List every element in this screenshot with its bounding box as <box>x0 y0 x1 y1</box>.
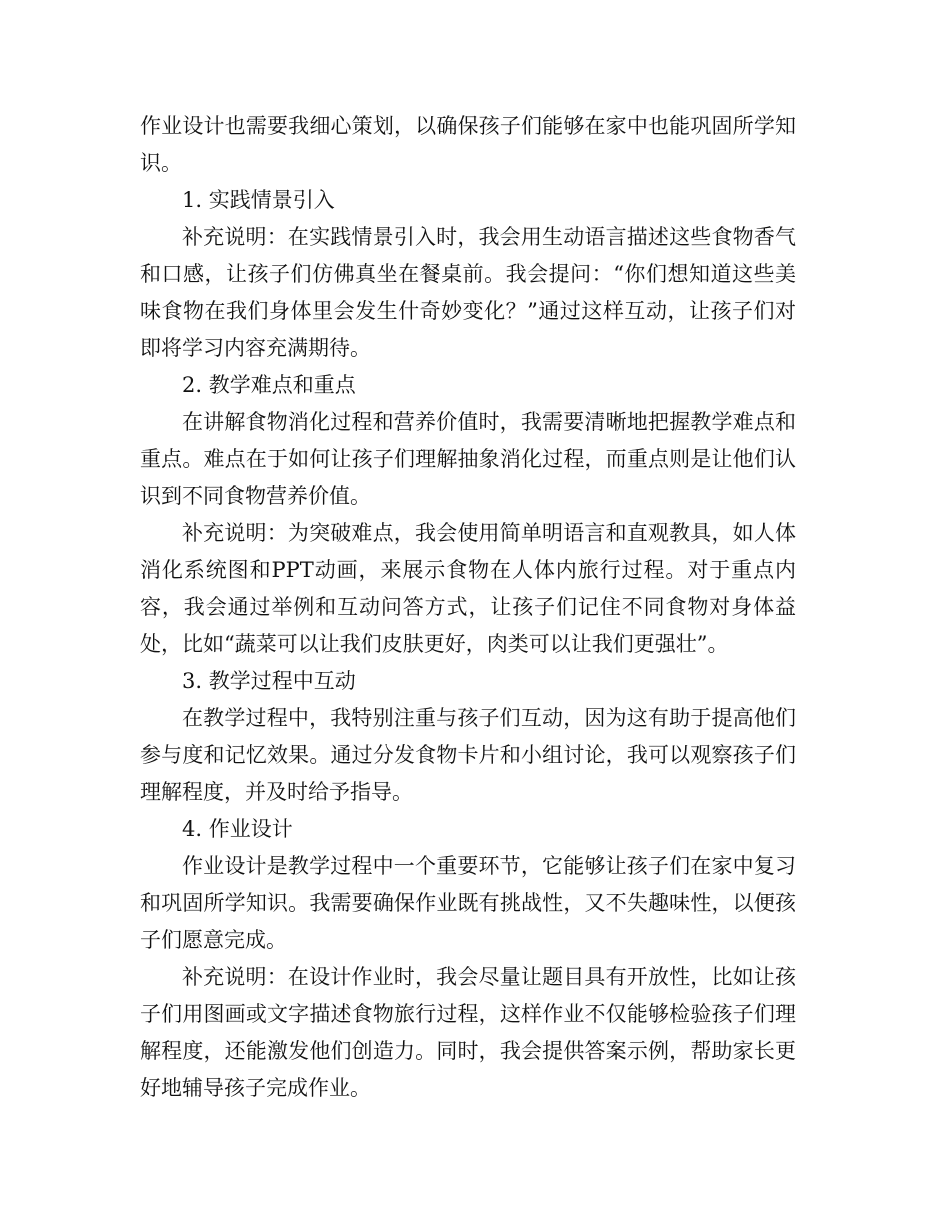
paragraph-difficulties: 在讲解食物消化过程和营养价值时，我需要清晰地把握教学难点和重点。难点在于如何让孩子们理解抽象消化过程，而重点则是让他们认识到不同食物营养价值。 <box>140 410 796 508</box>
paragraph-homework-note: 补充说明：在设计作业时，我会尽量让题目具有开放性，比如让孩子们用图画或文字描述食物旅行过程，这样作业不仅能够检验孩子们理解程度，还能激发他们创造力。同时，我会提供答案示例，帮助家长更好地辅导孩子完成作业。 <box>140 965 796 1100</box>
heading-homework: 4. 作业设计 <box>182 817 293 841</box>
heading-interaction: 3. 教学过程中互动 <box>182 669 356 693</box>
heading-practice-scenario: 1. 实践情景引入 <box>182 188 335 212</box>
paragraph-continuation: 作业设计也需要我细心策划，以确保孩子们能够在家中也能巩固所学知识。 <box>140 114 796 175</box>
heading-difficulties-focus: 2. 教学难点和重点 <box>182 373 356 397</box>
paragraph-scenario-note: 补充说明：在实践情景引入时，我会用生动语言描述这些食物香气和口感，让孩子们仿佛真坐在餐桌前。我会提问：“你们想知道这些美味食物在我们身体里会发生什奇妙变化？”通过这样互动，让孩子们对即将学习内容充满期待。 <box>140 225 796 360</box>
document-body <box>140 108 796 1107</box>
paragraph-interaction: 在教学过程中，我特别注重与孩子们互动，因为这有助于提高他们参与度和记忆效果。通过分发食物卡片和小组讨论，我可以观察孩子们理解程度，并及时给予指导。 <box>140 706 796 804</box>
paragraph-difficulties-note: 补充说明：为突破难点，我会使用简单明语言和直观教具，如人体消化系统图和PPT动画，来展示食物在人体内旅行过程。对于重点内容，我会通过举例和互动问答方式，让孩子们记住不同食物对身体益处，比如“蔬菜可以让我们皮肤更好，肉类可以让我们更强壮”。 <box>140 521 796 656</box>
paragraph-homework: 作业设计是教学过程中一个重要环节，它能够让孩子们在家中复习和巩固所学知识。我需要确保作业既有挑战性，又不失趣味性，以便孩子们愿意完成。 <box>140 854 796 952</box>
